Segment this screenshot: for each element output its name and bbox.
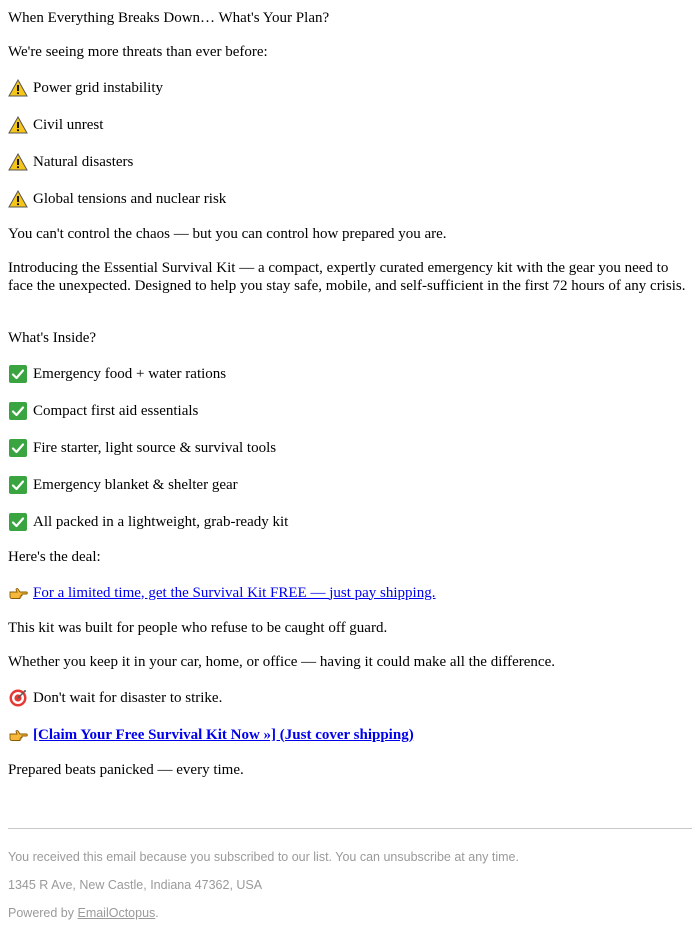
introducing-paragraph: Introducing the Essential Survival Kit — a compact, expertly curated emergency kit with the gear you need to face the unexpected. Designed to help you stay safe, mobile, and self-sufficient in the first 72 hours of any crisis. [8, 260, 686, 294]
kit-item-label: Compact first aid essentials [33, 402, 199, 419]
whether-line: Whether you keep it in your car, home, or office — having it could make all the difference. [8, 654, 555, 670]
threat-item [8, 189, 226, 209]
powered-by-suffix: . [155, 906, 159, 920]
claim-row [8, 725, 414, 745]
warning-icon [8, 115, 28, 135]
control-line: You can't control the chaos — but you can control how prepared you are. [8, 226, 447, 242]
warning-icon [8, 189, 28, 209]
threat-label: Civil unrest [33, 116, 104, 133]
warning-icon [8, 152, 28, 172]
pointing-hand-icon [8, 583, 28, 603]
closing-line: Prepared beats panicked — every time. [8, 762, 244, 778]
offer-row [8, 583, 435, 603]
threat-item [8, 152, 133, 172]
kit-item-label: Emergency food + water rations [33, 365, 227, 382]
kit-item [8, 364, 226, 384]
kit-item [8, 401, 198, 421]
kit-item-label: Fire starter, light source & survival tools [33, 439, 277, 456]
offer-link[interactable]: For a limited time, get the Survival Kit FREE — just pay shipping. [33, 584, 436, 601]
check-icon [8, 475, 28, 495]
claim-kit-link[interactable]: [Claim Your Free Survival Kit Now »] (Just cover shipping) [33, 726, 414, 743]
kit-item [8, 512, 288, 532]
emailoctopus-link[interactable]: EmailOctopus [77, 906, 156, 920]
powered-by-prefix: Powered by [8, 906, 78, 920]
threat-item [8, 78, 163, 98]
subscription-notice: You received this email because you subscribed to our list. You can unsubscribe at any time. [8, 850, 519, 864]
dont-wait-text: Don't wait for disaster to strike. [33, 689, 223, 706]
warning-icon [8, 78, 28, 98]
threat-label: Power grid instability [33, 79, 163, 96]
target-icon [8, 688, 28, 708]
threat-label: Natural disasters [33, 153, 134, 170]
built-line: This kit was built for people who refuse to be caught off guard. [8, 620, 388, 636]
check-icon [8, 364, 28, 384]
check-icon [8, 401, 28, 421]
powered-by [8, 905, 692, 921]
dont-wait-row [8, 688, 222, 708]
mailing-address: 1345 R Ave, New Castle, Indiana 47362, USA [8, 878, 263, 892]
kit-item [8, 438, 276, 458]
email-headline: When Everything Breaks Down… What's Your Plan? [8, 10, 330, 26]
kit-item [8, 475, 238, 495]
whats-inside-label: What's Inside? [8, 330, 97, 346]
deal-label: Here's the deal: [8, 549, 101, 565]
threat-label: Global tensions and nuclear risk [33, 190, 227, 207]
kit-item-label: Emergency blanket & shelter gear [33, 476, 238, 493]
footer-divider [8, 828, 692, 829]
intro-text: We're seeing more threats than ever before: [8, 44, 268, 60]
kit-item-label: All packed in a lightweight, grab-ready kit [33, 513, 289, 530]
pointing-hand-icon [8, 725, 28, 745]
check-icon [8, 512, 28, 532]
check-icon [8, 438, 28, 458]
threat-item [8, 115, 103, 135]
